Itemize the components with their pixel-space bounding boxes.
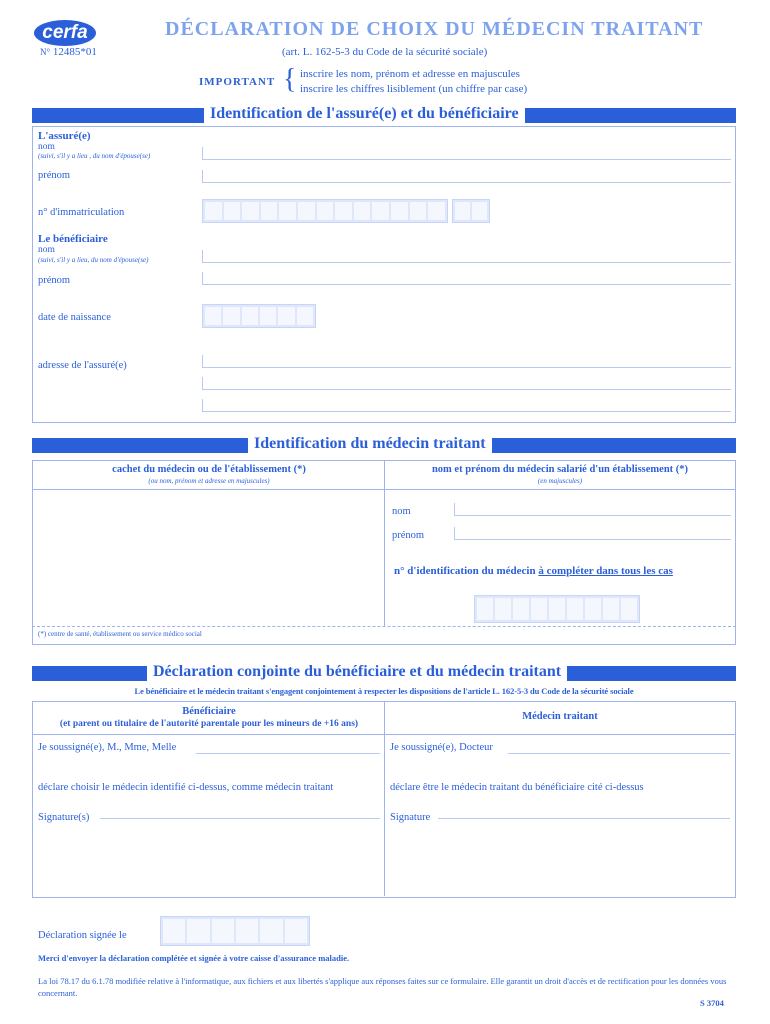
benef-nom-field[interactable] [202, 250, 731, 263]
naissance-cells[interactable] [202, 304, 316, 328]
cachet-area[interactable] [36, 492, 382, 624]
adresse-line-1[interactable] [202, 355, 731, 368]
benef-col-heading: Bénéficiaire [182, 706, 236, 717]
section2-divider [384, 460, 385, 626]
benef-nom-label: nom [38, 245, 55, 255]
section2-footnote-line [32, 626, 736, 627]
benef-signature-line [100, 818, 380, 819]
benef-soussigne: Je soussigné(e), M., Mme, Melle [38, 742, 177, 753]
form-title: DÉCLARATION DE CHOIX DU MÉDECIN TRAITANT [165, 18, 704, 40]
immat-label: n° d'immatriculation [38, 207, 125, 218]
section3-divider [384, 701, 385, 896]
ident-suffix: à compléter dans tous les cas [538, 565, 673, 577]
brace-icon: { [283, 64, 297, 95]
benef-soussigne-field[interactable] [196, 741, 380, 754]
section1-title: Identification de l'assuré(e) et du bénéficiaire [204, 105, 525, 123]
naissance-label: date de naissance [38, 312, 111, 323]
medecin-declare: déclare être le médecin traitant du bénéficiaire cité ci-dessus [390, 782, 644, 793]
immat-key-cells[interactable] [452, 199, 490, 223]
section3-title: Déclaration conjointe du bénéficiaire et du médecin traitant [147, 663, 567, 681]
assure-prenom-label: prénom [38, 170, 71, 181]
adresse-label: adresse de l'assuré(e) [38, 360, 127, 371]
medecin-signature-line [438, 818, 730, 819]
assure-nom-label: nom [38, 142, 55, 152]
form-number-prefix: N° [40, 47, 51, 57]
important-label: IMPORTANT [199, 76, 276, 88]
cachet-heading: cachet du médecin ou de l'établissement (*) [112, 464, 306, 475]
signed-label: Déclaration signée le [38, 930, 127, 941]
benef-signature-label: Signature(s) [38, 812, 90, 823]
cerfa-logo: cerfa [34, 20, 96, 46]
assure-heading: L'assuré(e) [38, 130, 91, 142]
important-line-2: inscrire les chiffres lisiblement (un chiffre par case) [300, 83, 528, 95]
ident-prefix: n° d'identification du médecin [394, 565, 539, 577]
medecin-nom-label: nom [392, 506, 411, 517]
form-number-value: 12485*01 [52, 46, 97, 58]
merci-text: Merci d'envoyer la déclaration complétée et signée à votre caisse d'assurance maladie. [38, 953, 350, 963]
medecin-col-heading: Médecin traitant [522, 711, 598, 722]
form-code: S 3704 [700, 998, 724, 1008]
signed-date-cells[interactable] [160, 916, 310, 946]
medecin-prenom-field[interactable] [454, 527, 731, 540]
benef-nom-hint: (suivi, s'il y a lieu, du nom d'épouse(se) [38, 256, 149, 264]
assure-nom-hint: (suivi, s'il y a lieu , du nom d'épouse(se) [38, 152, 151, 160]
benef-signature-area[interactable] [36, 826, 380, 892]
benef-declare: déclare choisir le médecin identifié ci-dessus, comme médecin traitant [38, 782, 334, 793]
medecin-signature-area[interactable] [388, 826, 730, 892]
adresse-line-3[interactable] [202, 399, 731, 412]
medecin-soussigne-field[interactable] [508, 741, 730, 754]
section2-title: Identification du médecin traitant [248, 435, 492, 453]
important-line-1: inscrire les nom, prénom et adresse en majuscules [300, 68, 520, 80]
assure-prenom-field[interactable] [202, 170, 731, 183]
medecin-prenom-label: prénom [392, 530, 425, 541]
adresse-line-2[interactable] [202, 377, 731, 390]
ident-label [394, 565, 673, 577]
benef-col-subheading: (et parent ou titulaire de l'autorité parentale pour les mineurs de +16 ans) [59, 719, 359, 729]
immat-cells[interactable] [202, 199, 448, 223]
benef-prenom-field[interactable] [202, 272, 731, 285]
medecin-nom-field[interactable] [454, 503, 731, 516]
ident-cells[interactable] [474, 595, 640, 623]
salarie-hint: (en majuscules) [537, 477, 583, 485]
medecin-soussigne: Je soussigné(e), Docteur [390, 742, 493, 753]
benef-prenom-label: prénom [38, 275, 71, 286]
footnote: (*) centre de santé, établissement ou service médico social [38, 630, 202, 638]
section2-header-line [32, 489, 736, 490]
article-ref: (art. L. 162-5-3 du Code de la sécurité sociale) [282, 46, 488, 58]
loi-text: La loi 78.17 du 6.1.78 modifiée relative à l'informatique, aux fichiers et aux libertés s'applique aux réponses faites sur ce formulaire. Elle garantit un droit d'accès et de rectification pour les données vous concernant. [38, 976, 727, 998]
section3-header-line [32, 734, 736, 735]
benef-heading: Le bénéficiaire [38, 233, 108, 245]
salarie-heading: nom et prénom du médecin salarié d'un établissement (*) [431, 464, 689, 475]
form-number [40, 46, 97, 58]
medecin-signature-label: Signature [390, 812, 431, 823]
assure-nom-field[interactable] [202, 147, 731, 160]
section3-subtitle: Le bénéficiaire et le médecin traitant s'engagent conjointement à respecter les dispositions de l'article L. 162-5-3 du Code de la sécurité sociale [134, 686, 634, 696]
cachet-hint: (ou nom, prénom et adresse en majuscules) [148, 477, 270, 485]
